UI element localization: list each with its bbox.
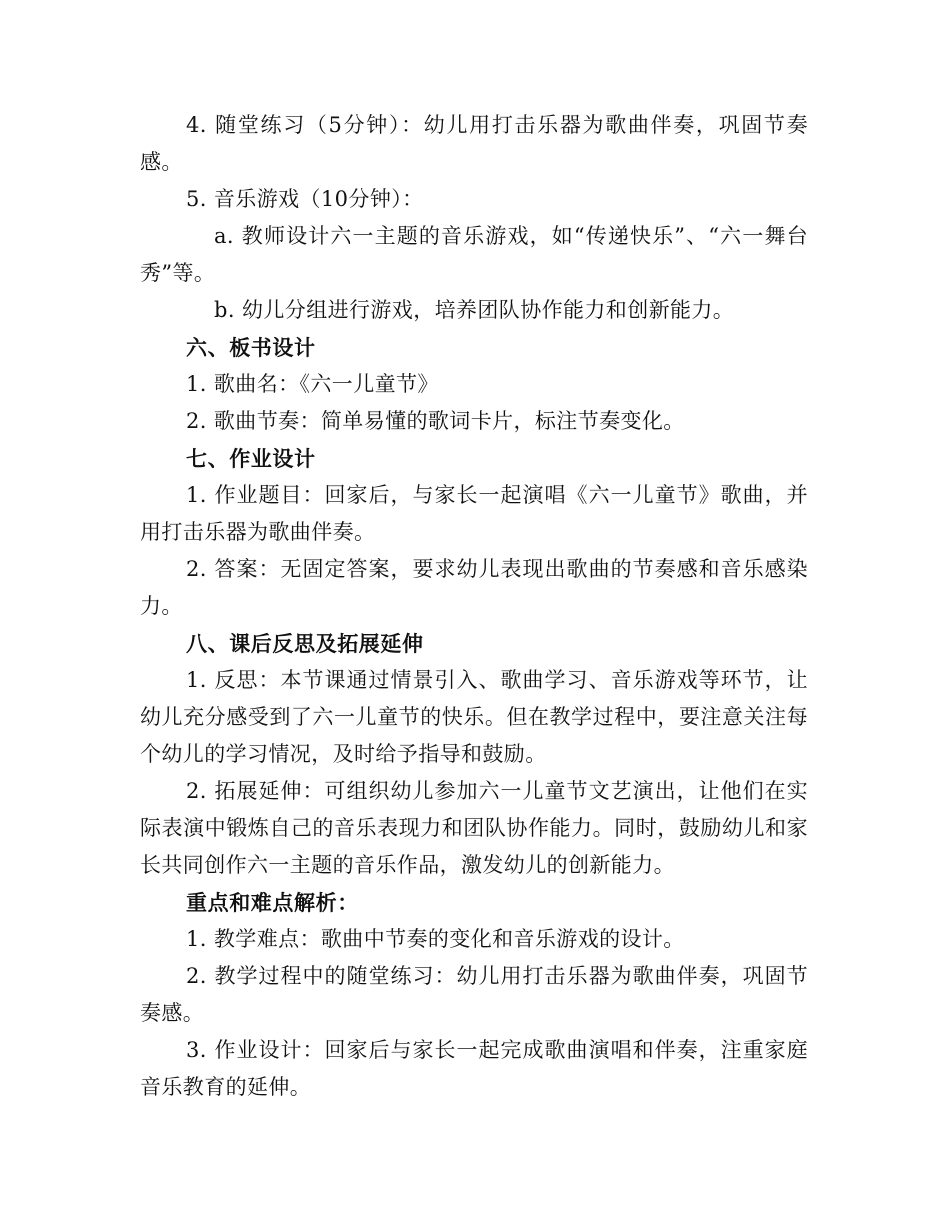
heading-board-design: 六、板书设计 [186, 335, 316, 360]
heading-reflection: 八、课后反思及拓展延伸 [186, 631, 424, 656]
paragraph-homework-topic: 1. 作业题目：回家后，与家长一起演唱《六一儿童节》歌曲，并用打击乐器为歌曲伴奏。 [140, 483, 808, 544]
paragraph-song-rhythm: 2. 歌曲节奏：简单易懂的歌词卡片，标注节奏变化。 [186, 409, 685, 433]
paragraph-song-name: 1. 歌曲名：《六一儿童节》 [186, 372, 439, 396]
heading-key-points: 重点和难点解析： [186, 890, 359, 915]
paragraph-reflection: 1. 反思：本节课通过情景引入、歌曲学习、音乐游戏等环节，让幼儿充分感受到了六一儿童节的快乐。但在教学过程中，要注意关注每个幼儿的学习情况，及时给予指导和鼓励。 [140, 668, 808, 766]
paragraph-difficulty: 1. 教学难点：歌曲中节奏的变化和音乐游戏的设计。 [186, 927, 685, 951]
paragraph-homework-answer: 2. 答案：无固定答案，要求幼儿表现出歌曲的节奏感和音乐感染力。 [140, 557, 808, 618]
document-page [140, 107, 808, 1106]
paragraph-homework-summary: 3. 作业设计：回家后与家长一起完成歌曲演唱和伴奏，注重家庭音乐教育的延伸。 [140, 1038, 808, 1099]
paragraph-practice: 4. 随堂练习（5分钟）：幼儿用打击乐器为歌曲伴奏，巩固节奏感。 [140, 113, 808, 174]
paragraph-extension: 2. 拓展延伸：可组织幼儿参加六一儿童节文艺演出，让他们在实际表演中锻炼自己的音乐表现力和团队协作能力。同时，鼓励幼儿和家长共同创作六一主题的音乐作品，激发幼儿的创新能力。 [140, 779, 808, 877]
heading-homework-design: 七、作业设计 [186, 446, 316, 471]
paragraph-in-class-practice: 2. 教学过程中的随堂练习：幼儿用打击乐器为歌曲伴奏，巩固节奏感。 [140, 964, 808, 1025]
paragraph-game-design: a. 教师设计六一主题的音乐游戏，如“传递快乐”、“六一舞台秀”等。 [140, 224, 808, 285]
paragraph-music-game: 5. 音乐游戏（10分钟）： [186, 187, 424, 211]
paragraph-game-groups: b. 幼儿分组进行游戏，培养团队协作能力和创新能力。 [214, 298, 735, 322]
